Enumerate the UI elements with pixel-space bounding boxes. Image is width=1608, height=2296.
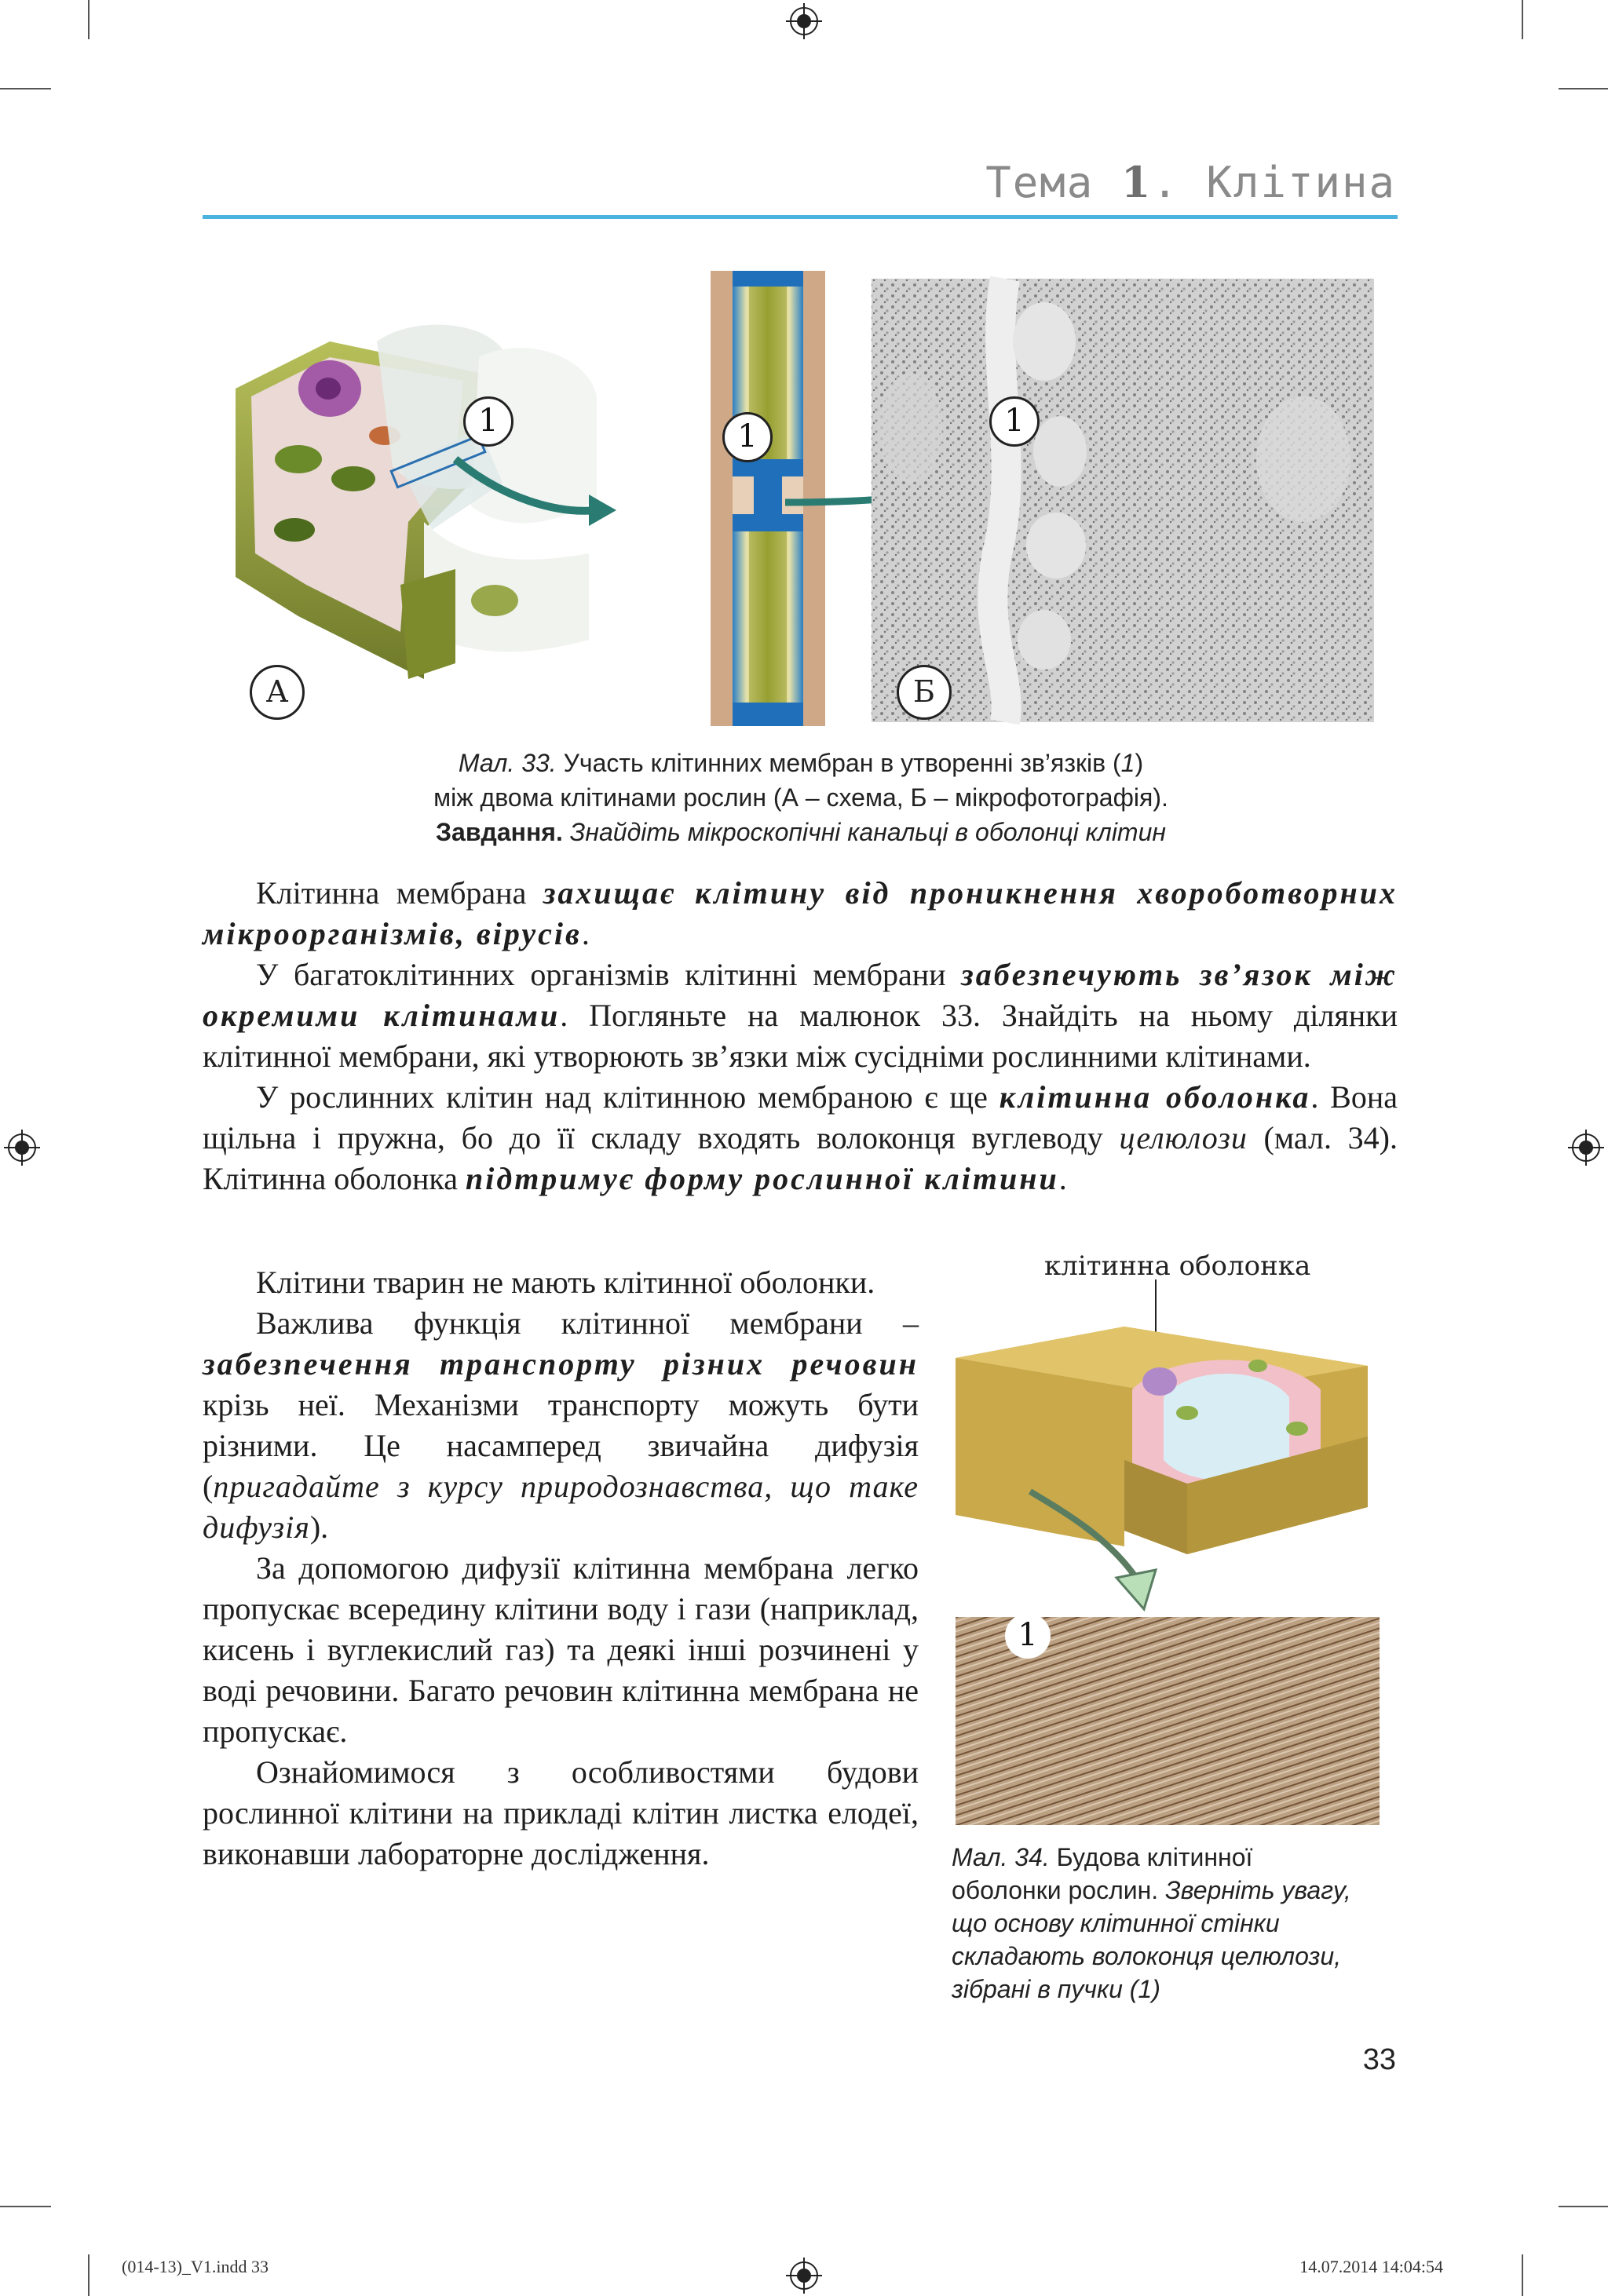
marker-1: 1	[463, 396, 513, 447]
crop-mark	[1522, 0, 1523, 39]
emphasis-text: клітинна оболонка	[999, 1079, 1311, 1115]
caption-lead: Мал. 34.	[952, 1843, 1050, 1871]
header-rule	[203, 215, 1398, 219]
crop-mark	[1559, 2206, 1608, 2207]
text-run: У багатоклітинних організмів клітинні мембрани	[256, 957, 962, 992]
junction-schematic	[711, 271, 825, 726]
topic-word: Тема	[985, 158, 1095, 207]
crop-mark	[88, 0, 90, 39]
italic-text: целюлози	[1119, 1120, 1248, 1155]
page-header-title	[985, 157, 1396, 207]
marker-1: 1	[989, 396, 1040, 447]
italic-text: пригадайте з курсу природознавства, що таке дифузія	[203, 1469, 919, 1545]
paragraph	[203, 873, 1398, 955]
body-text-full	[203, 873, 1398, 1199]
caption-text: Будова клітинної оболонки рослин.	[952, 1843, 1253, 1904]
paragraph	[203, 1303, 919, 1548]
paragraph	[203, 955, 1398, 1077]
marker-1: 1	[1005, 1613, 1051, 1659]
paragraph: Клітини тварин не мають клітинної оболонки.	[256, 1265, 875, 1300]
text-run: . Погляньте на малюнок 33. Знайдіть на ньому ділянки клітинної мембрани, які утворюють зв’язки між сусідніми рослинними клітинами.	[203, 998, 1398, 1074]
text-run: ).	[309, 1509, 329, 1545]
text-run: Клітинна мембрана	[256, 875, 543, 911]
caption-num: 1	[1120, 749, 1135, 777]
figure-34-illustration	[952, 1279, 1382, 1829]
figure-label-b: Б	[897, 665, 952, 720]
caption-text: )	[1135, 749, 1144, 777]
paragraph	[203, 1077, 1398, 1199]
registration-mark-icon	[4, 1130, 40, 1166]
figure-33-illustration	[220, 271, 1382, 726]
micrograph	[872, 279, 1374, 722]
caption-italic: Зверніть увагу, що основу клітинної стінки складають волоконця целюлози, зібрані в пучки (1)	[952, 1876, 1351, 2003]
text-run: .	[1058, 1161, 1067, 1196]
caption-text: Участь клітинних мембран в утворенні зв’язків (	[556, 749, 1121, 777]
marker-1: 1	[722, 412, 773, 462]
emphasis-text: захищає клітину від проникнення хвороботворних мікроорганізмів, вірусів	[203, 875, 1398, 951]
crop-mark	[0, 2206, 51, 2207]
emphasis-text: забезпечують зв’язок між окремими клітинами	[203, 957, 1398, 1033]
print-slug-file: (014-13)_V1.indd 33	[122, 2257, 269, 2276]
crop-mark	[0, 88, 51, 89]
caption-lead: Мал. 33.	[458, 749, 557, 777]
emphasis-text: забезпечення транспорту різних речовин	[203, 1346, 919, 1382]
text-run: У рослинних клітин над клітинною мембраною є ще	[256, 1079, 1000, 1115]
paragraph: Ознайомимося з особливостями будови рослинної клітини на прикладі клітин листка елодеї, виконавши лабораторне дослідження.	[203, 1754, 919, 1871]
print-slug-date: 14.07.2014 14:04:54	[1299, 2257, 1443, 2276]
registration-mark-icon	[1568, 1130, 1604, 1166]
registration-mark-icon	[786, 2258, 822, 2294]
task-text: Знайдіть мікроскопічні канальці в оболонці клітин	[562, 818, 1166, 846]
text-run: Важлива функція клітинної мембрани –	[256, 1305, 919, 1341]
task-label: Завдання.	[436, 818, 563, 846]
figure-label-a: А	[250, 665, 305, 720]
text-run: .	[581, 916, 590, 951]
figure-34-caption	[952, 1841, 1360, 2006]
crop-mark	[1522, 2254, 1523, 2296]
registration-mark-icon	[786, 3, 822, 39]
crop-mark	[88, 2254, 90, 2296]
figure-33	[220, 271, 1382, 726]
crop-mark	[1559, 88, 1608, 89]
figure-34-label: клітинна оболонка	[1044, 1250, 1311, 1282]
topic-number: 1	[1120, 157, 1153, 207]
text-run: . Вона щільна і пружна, бо до її складу входять волоконця вуглеводу	[203, 1079, 1398, 1155]
caption-line-1	[298, 746, 1303, 780]
figure-33-caption	[298, 746, 1303, 849]
topic-title: Клітина	[1206, 158, 1396, 207]
page-number: 33	[1362, 2043, 1396, 2076]
topic-dot: .	[1152, 158, 1179, 207]
text-run: крізь неї. Механізми транспорту можуть бути різними. Це насамперед звичайна дифузія (	[203, 1387, 919, 1504]
caption-line-2: між двома клітинами рослин (А – схема, Б – мікрофотографія).	[433, 783, 1168, 812]
paragraph: За допомогою дифузії клітинна мембрана легко пропускає всередину клітини воду і гази (наприклад, кисень і вуглекислий газ) та деякі інші розчинені у воді речовини. Багато речовин клітинна мембрана не пропускає.	[203, 1550, 919, 1749]
emphasis-text: підтримує форму рослинної клітини	[465, 1161, 1059, 1196]
text-run: (мал. 34). Клітинна оболонка	[203, 1120, 1398, 1196]
caption-task	[298, 815, 1303, 849]
body-text-column	[203, 1262, 919, 1874]
